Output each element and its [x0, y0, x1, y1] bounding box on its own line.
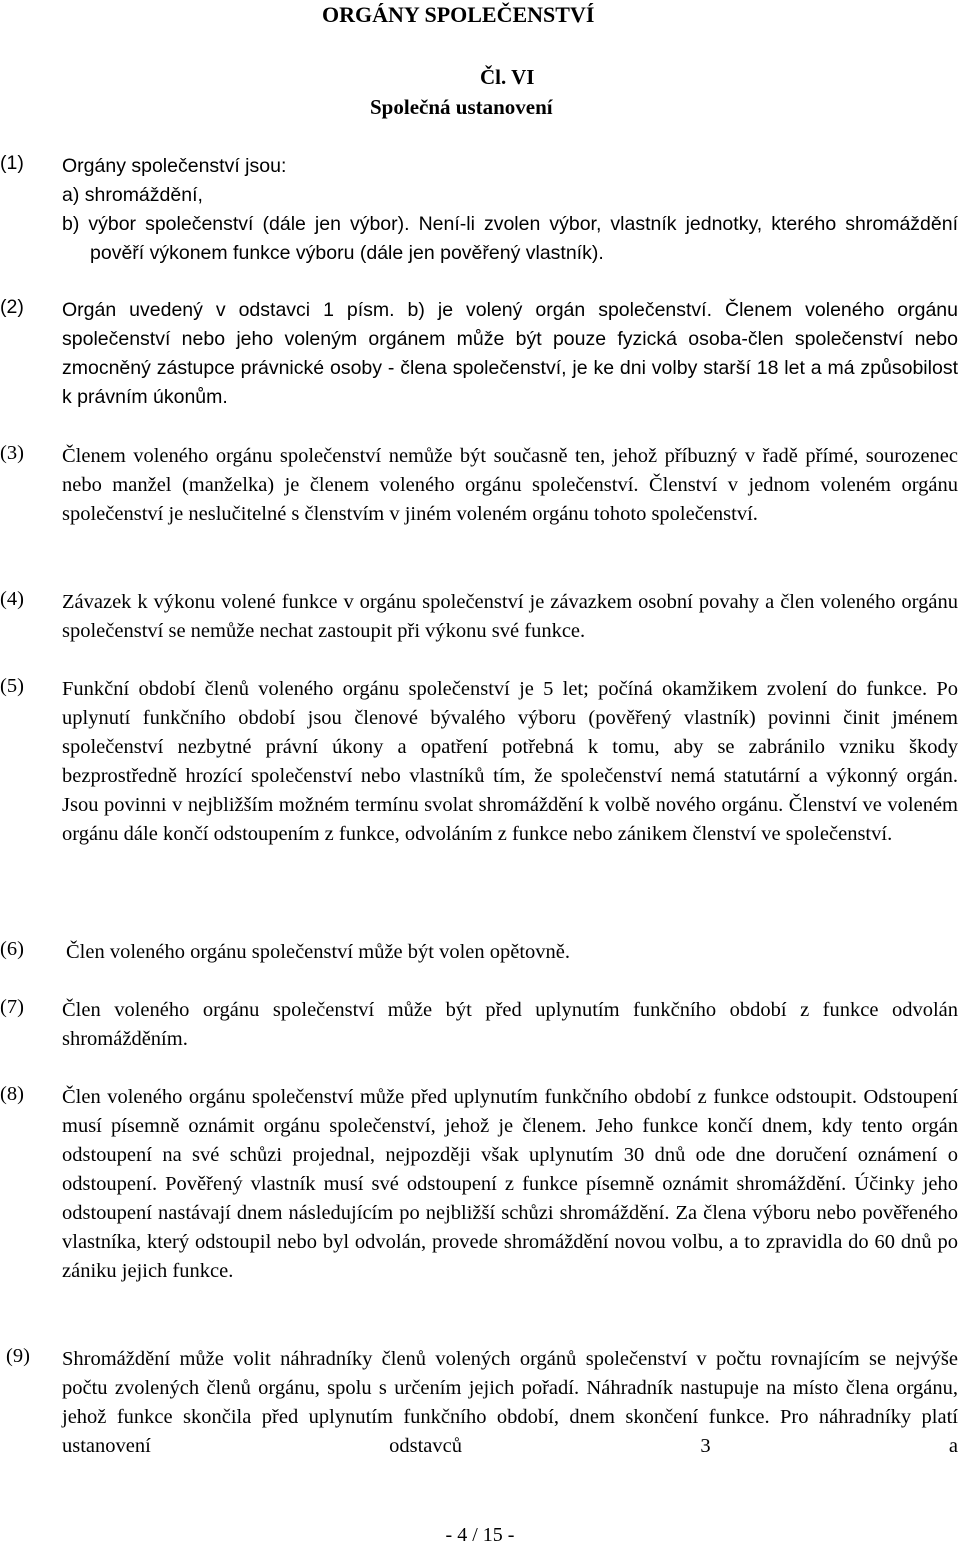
paragraph-number: (5): [0, 675, 24, 697]
paragraph-text: Shromáždění může volit náhradníky členů volených orgánů společenství v počtu rovnajícím se nejvýše počtu zvolených členů orgánu, spolu s určením jejich pořadí. Náhradník nastupuje na místo člena orgánu, jehož funkce skončila před uplynutím funkčního období, dnem skončení funkce. Pro náhradníky platí ustanovení odstavců 3 a: [62, 1348, 958, 1457]
paragraph-number: (8): [0, 1083, 24, 1105]
article-heading: [0, 62, 960, 122]
paragraph-number: (6): [0, 938, 24, 960]
paragraph-4: [0, 588, 958, 646]
paragraph-text: Orgán uvedený v odstavci 1 písm. b) je volený orgán společenství. Členem voleného orgánu společenství nebo jeho voleným orgánem může být pouze fyzická osoba-člen společenství nebo zmocněný zástupce právnické osoby - člena společenství, je ke dni volby starší 18 let a má způsobilost k právním úkonům.: [62, 299, 958, 408]
page-heading: ORGÁNY SPOLEČENSTVÍ: [322, 2, 595, 27]
paragraph-3: [0, 442, 958, 529]
paragraph-5: [0, 675, 958, 849]
paragraph-number: (3): [0, 442, 24, 464]
paragraph-text: Člen voleného orgánu společenství může být před uplynutím funkčního období z funkce odvolán shromážděním.: [62, 999, 958, 1050]
paragraph-text: Závazek k výkonu volené funkce v orgánu společenství je závazkem osobní povahy a člen voleného orgánu společenství se nemůže nechat zastoupit při výkonu své funkce.: [62, 591, 958, 642]
paragraph-text: Člen voleného orgánu společenství může před uplynutím funkčního období z funkce odstoupit. Odstoupení musí písemně oznámit orgánu společenství, jehož je členem. Jeho funkce končí dnem, kdy tento orgán odstoupení na své schůzi projednal, nejpozději však uplynutím 30 dnů ode dne doručení oznámení o odstoupení. Pověřený vlastník musí své odstoupení z funkce písemně oznámit shromáždění. Účinky jeho odstoupení nastávají dnem následujícím po nejbližší schůzi shromáždění. Za člena výboru nebo pověřeného vlastníka, který odstoupil nebo byl odvolán, provede shromáždění novou volbu, a to zpravidla do 60 dnů po zániku jejich funkce.: [62, 1086, 958, 1282]
paragraph-number: (9): [6, 1345, 30, 1367]
paragraph-1: [0, 152, 958, 268]
paragraph-number: (1): [0, 152, 24, 174]
page-number: - 4 / 15 -: [445, 1524, 515, 1546]
paragraph-9: [0, 1345, 958, 1461]
paragraph-2: [0, 296, 958, 412]
article-number: Čl. VI: [480, 65, 535, 89]
paragraph-text: Členem voleného orgánu společenství nemůže být současně ten, jehož příbuzný v řadě přímé, sourozenec nebo manžel (manželka) je členem voleného orgánu společenství. Členství v jednom voleném orgánu společenství je neslučitelné s členstvím v jiném voleném orgánu tohoto společenství.: [62, 445, 958, 525]
paragraph-number: (7): [0, 996, 24, 1018]
paragraph-number: (4): [0, 588, 24, 610]
paragraph-text: Funkční období členů voleného orgánu společenství je 5 let; počíná okamžikem zvolení do funkce. Po uplynutí funkčního období jsou členové bývalého výboru (pověřený vlastník) povinni činit jménem společenství nezbytné právní úkony a opatření potřebná k tomu, aby se zabránilo vzniku škody bezprostředně hrozící společenství nebo vlastníků tím, že společenství nemá statutární a výkonný orgán. Jsou povinni v nejbližším možném termínu svolat shromáždění k volbě nového orgánu. Členství ve voleném orgánu dále končí odstoupením z funkce, odvoláním z funkce nebo zánikem členství ve společenství.: [62, 678, 958, 845]
paragraph-number: (2): [0, 296, 24, 318]
paragraph-8: [0, 1083, 958, 1286]
list-item: b) výbor společenství (dále jen výbor). Není-li zvolen výbor, vlastník jednotky, kterého shromáždění pověří výkonem funkce výboru (dále jen pověřený vlastník).: [62, 213, 958, 264]
paragraph-intro: Orgány společenství jsou:: [62, 155, 287, 177]
paragraph-text: Člen voleného orgánu společenství může být volen opětovně.: [66, 941, 571, 963]
paragraph-7: [0, 996, 958, 1054]
article-title: Společná ustanovení: [370, 95, 553, 119]
paragraph-6: [0, 938, 958, 967]
list-item: a) shromáždění,: [62, 184, 203, 206]
